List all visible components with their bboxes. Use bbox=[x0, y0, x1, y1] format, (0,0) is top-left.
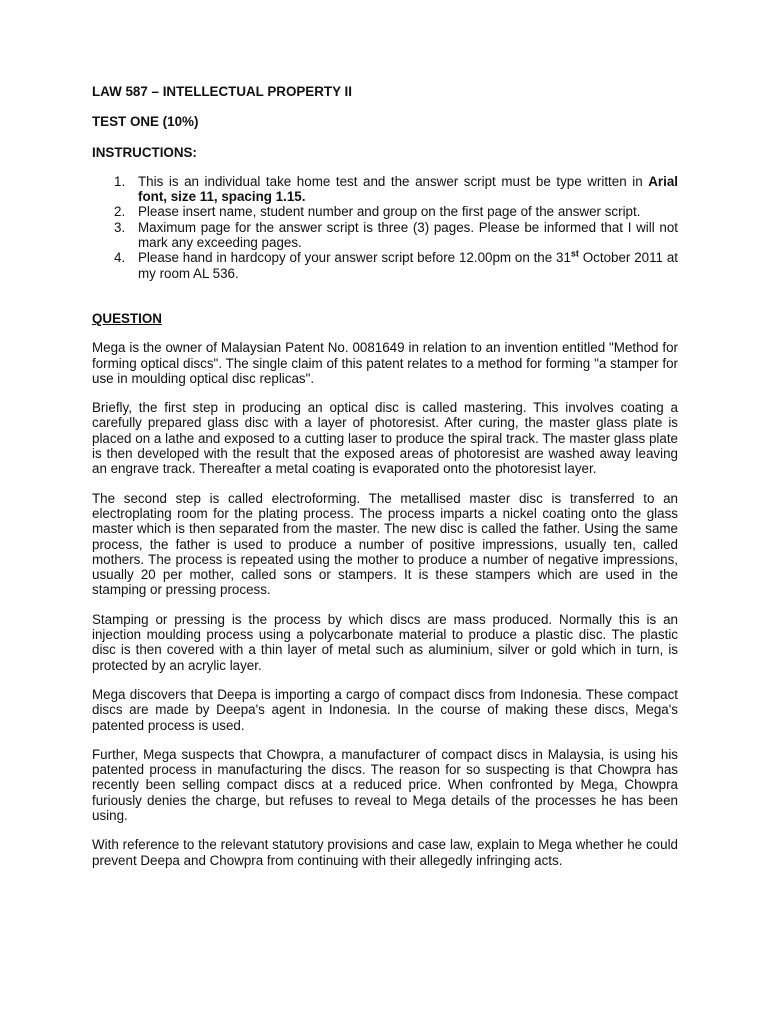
question-paragraph: With reference to the relevant statutory provisions and case law, explain to Mega whether he could prevent Deepa and Chowpra from continuing with their allegedly infringing acts. bbox=[92, 837, 678, 868]
instruction-text-tail: October 2011 at my room AL 536. bbox=[138, 250, 678, 281]
instruction-text bbox=[138, 174, 678, 205]
test-title: TEST ONE (10%) bbox=[92, 114, 199, 130]
course-title: LAW 587 – INTELLECTUAL PROPERTY II bbox=[92, 84, 352, 99]
instruction-number: 4. bbox=[114, 250, 126, 266]
instruction-item bbox=[92, 174, 678, 205]
instruction-text-plain: This is an individual take home test and the answer script must be type written in bbox=[138, 173, 649, 189]
question-paragraph: Mega is the owner of Malaysian Patent No. 0081649 in relation to an invention entitled "Method for forming optical discs". The single claim of this patent relates to a method for forming "a stamper for use in moulding optical disc replicas". bbox=[92, 340, 678, 386]
instruction-item bbox=[92, 220, 678, 251]
instructions-heading: INSTRUCTIONS: bbox=[92, 144, 197, 160]
instruction-item bbox=[92, 204, 678, 219]
instruction-text-plain: Please hand in hardcopy of your answer script before 12.00pm on the 31 bbox=[138, 250, 571, 266]
instruction-text: Maximum page for the answer script is three (3) pages. Please be informed that I will not mark any exceeding pages. bbox=[138, 219, 678, 251]
instructions-list bbox=[92, 174, 678, 281]
instruction-number: 2. bbox=[114, 204, 126, 220]
instruction-text: Please insert name, student number and group on the first page of the answer script. bbox=[138, 204, 641, 220]
instruction-number: 3. bbox=[114, 219, 126, 235]
question-paragraph: Mega discovers that Deepa is importing a cargo of compact discs from Indonesia. These compact discs are made by Deepa's agent in Indonesia. In the course of making these discs, Mega's patented process is used. bbox=[92, 686, 678, 733]
question-paragraph: The second step is called electroforming. The metallised master disc is transferred to an electroplating room for the plating process. The process imparts a nickel coating onto the glass master which is then separated from the master. The new disc is called the father. Using the same process, the father is used to produce a number of positive impressions, usually ten, called mothers. The process is repeated using the mother to produce a number of negative impressions, usually 20 per mother, called sons or stampers. It is these stampers which are used in the stamping or pressing process. bbox=[92, 490, 678, 598]
question-paragraph: Further, Mega suspects that Chowpra, a manufacturer of compact discs in Malaysia, is using his patented process in manufacturing the discs. The reason for so suspecting is that Chowpra has recently been selling compact discs at a reduced price. When confronted by Mega, Chowpra furiously denies the charge, but refuses to reveal to Mega details of the processes he has been using. bbox=[92, 746, 678, 823]
question-paragraph: Stamping or pressing is the process by which discs are mass produced. Normally this is an injection moulding process using a polycarbonate material to produce a plastic disc. The plastic disc is then covered with a thin layer of metal such as aluminium, silver or gold which in turn, is protected by an acrylic layer. bbox=[92, 611, 678, 673]
instruction-text-bold: Arial font, size 11, spacing 1.15. bbox=[138, 173, 678, 205]
document-page bbox=[92, 84, 678, 868]
instruction-text bbox=[138, 250, 678, 281]
instruction-item bbox=[92, 250, 678, 281]
question-heading: QUESTION bbox=[92, 310, 162, 326]
date-superscript: st bbox=[570, 248, 579, 259]
question-paragraph: Briefly, the first step in producing an optical disc is called mastering. This involves coating a carefully prepared glass disc with a layer of photoresist. After curing, the master glass plate is placed on a lathe and exposed to a cutting laser to produce the spiral track. The master glass plate is then developed with the result that the exposed areas of photoresist are washed away leaving an engrave track. Thereafter a metal coating is evaporated onto the photoresist layer. bbox=[92, 400, 678, 477]
instruction-number: 1. bbox=[114, 173, 126, 189]
